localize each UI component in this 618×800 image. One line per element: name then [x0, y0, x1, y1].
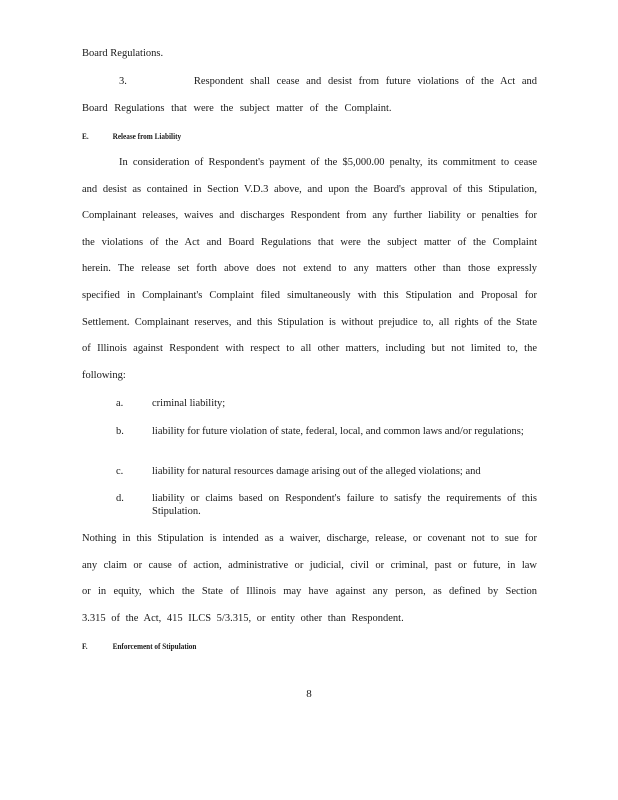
list-text: liability for future violation of state, federal, local, and common laws and/or regulations; — [152, 426, 524, 437]
list-text: criminal liability; — [152, 398, 226, 409]
section-letter-e: E. — [82, 131, 89, 141]
section-title-release: Release from Liability — [112, 131, 182, 141]
list-text: liability for natural resources damage arising out of the alleged violations; and — [152, 466, 481, 477]
section-title-enforcement: Enforcement of Stipulation — [112, 641, 197, 651]
section-heading-f — [82, 641, 196, 651]
section-letter-f: F. — [82, 641, 88, 651]
list-item-d — [116, 493, 537, 518]
list-item-b — [116, 426, 537, 439]
list-marker: c. — [116, 466, 124, 477]
list-marker: b. — [116, 426, 124, 437]
list-text: liability or claims based on Respondent's failure to satisfy the requirements of this Stipulation. — [152, 493, 537, 517]
list-item-c — [116, 466, 537, 479]
paragraph-release: In consideration of Respondent's payment of the $5,000.00 penalty, its commitment to cease and desist as contained in Section V.D.3 above, and upon the Board's approval of this Stipulation, Complainant releases, waives and discharges Respondent from any further liability or penalties for the violations of the Act and Board Regulations that were the subject matter of the Complaint herein. The release set forth above does not extend to any matters other than those expressly specified in Complainant's Complaint filed simultaneously with this Stipulation and Proposal for Settlement. Complainant reserves, and this Stipulation is without prejudice to, all rights of the State of Illinois against Respondent with respect to all other matters, including but not limited to, the following: — [82, 157, 537, 381]
paragraph-nothing: Nothing in this Stipulation is intended as a waiver, discharge, release, or covenant not to sue for any claim or cause of action, administrative or judicial, civil or criminal, past or future, in law or in equity, which the State of Illinois may have against any person, as defined by Section 3.315 of the Act, 415 ILCS 5/3.315, or entity other than Respondent. — [82, 533, 537, 624]
list-marker: a. — [116, 398, 124, 409]
section-heading-e — [82, 131, 181, 141]
list-marker: d. — [116, 493, 124, 504]
paragraph-board-regulations: Board Regulations. — [82, 48, 164, 59]
list-item-a — [116, 398, 537, 411]
paragraph-item-3: 3. Respondent shall cease and desist from future violations of the Act and Board Regulations that were the subject matter of the Complaint. — [82, 76, 537, 114]
page-number: 8 — [306, 688, 312, 700]
